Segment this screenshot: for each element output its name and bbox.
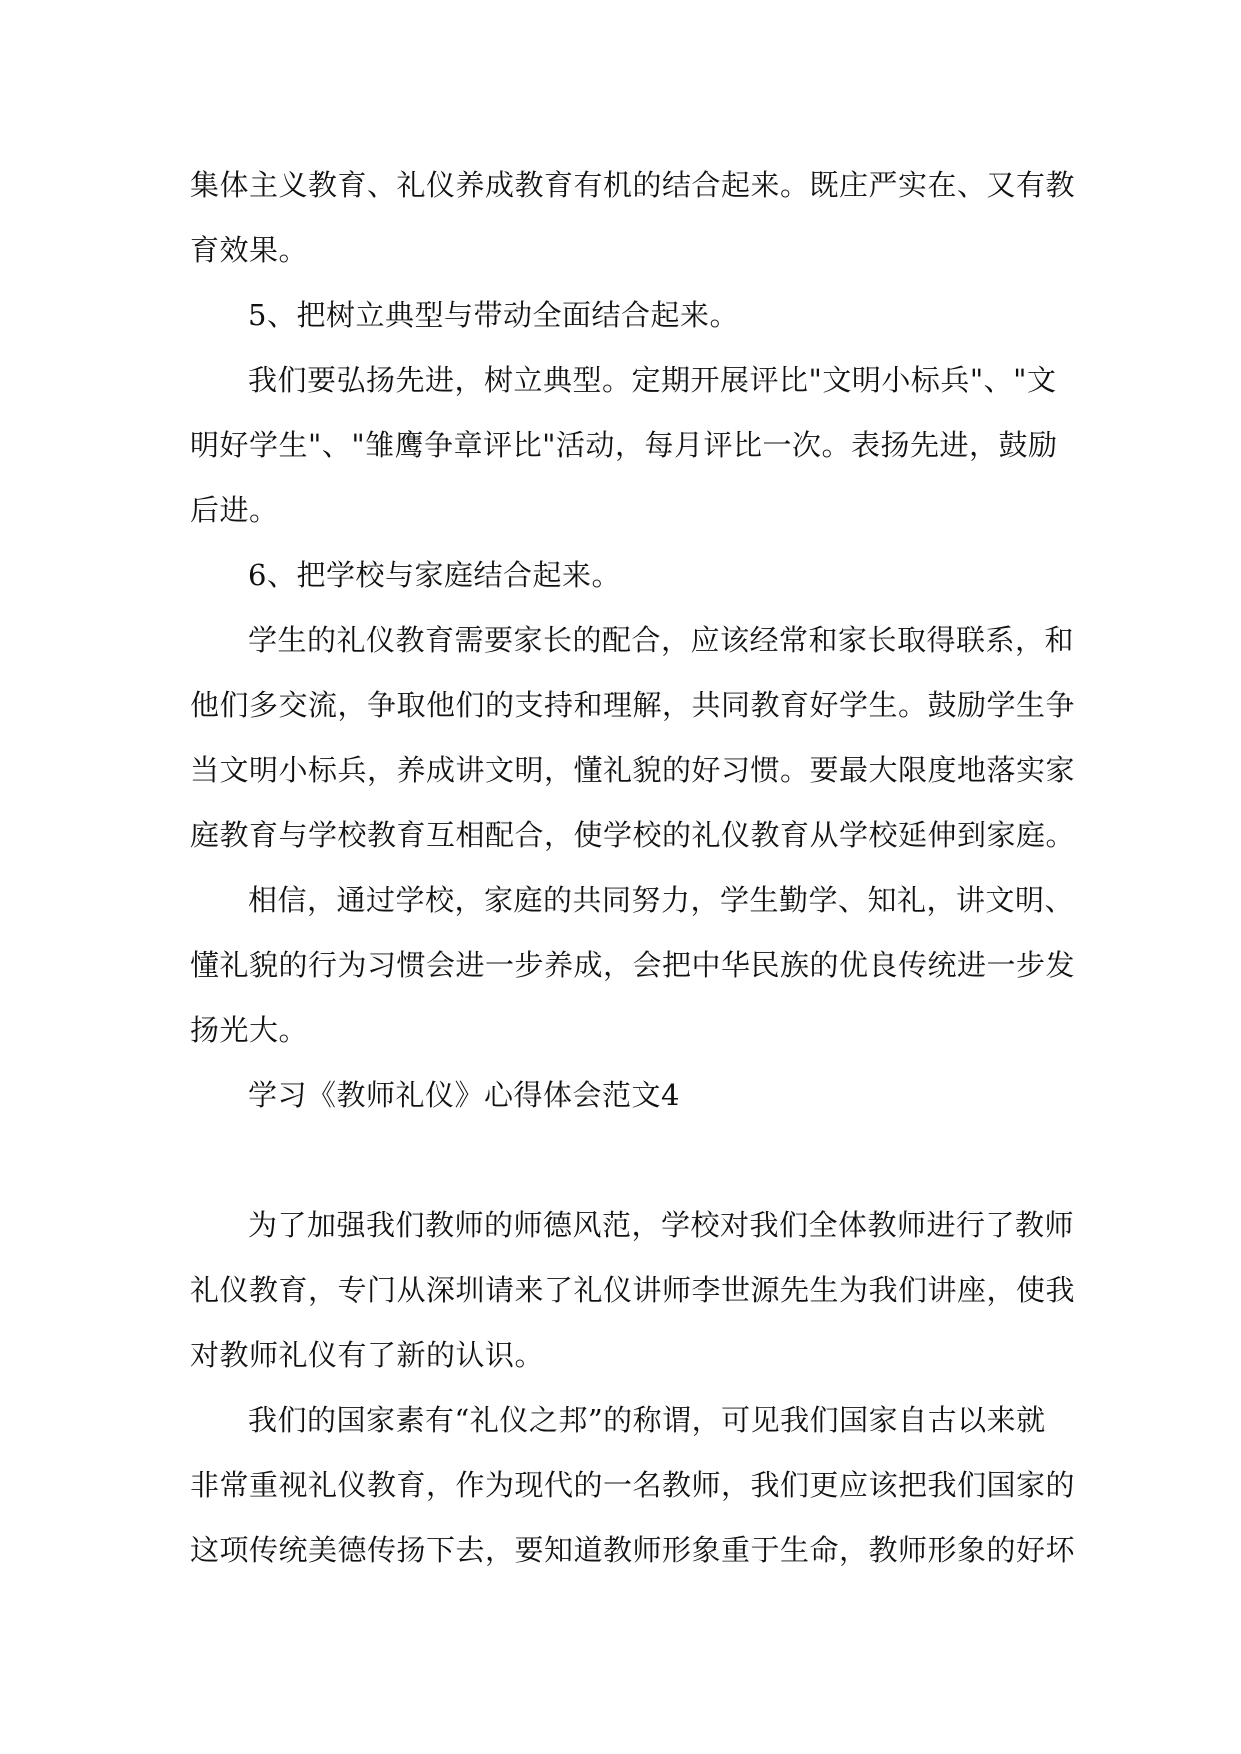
paragraph-line: 他们多交流，争取他们的支持和理解，共同教育好学生。鼓励学生争 <box>190 688 1076 722</box>
paragraph-line: 为了加强我们教师的师德风范，学校对我们全体教师进行了教师 <box>248 1208 1075 1242</box>
section-heading: 5、把树立典型与带动全面结合起来。 <box>248 298 739 332</box>
article-title: 学习《教师礼仪》心得体会范文4 <box>248 1078 680 1112</box>
paragraph-line: 我们要弘扬先进，树立典型。定期开展评比"文明小标兵"、"文 <box>248 363 1057 397</box>
section-heading: 6、把学校与家庭结合起来。 <box>248 558 621 592</box>
paragraph-line: 懂礼貌的行为习惯会进一步养成，会把中华民族的优良传统进一步发 <box>190 948 1076 982</box>
paragraph-line: 礼仪教育，专门从深圳请来了礼仪讲师李世源先生为我们讲座，使我 <box>190 1273 1076 1307</box>
paragraph-line: 庭教育与学校教育互相配合，使学校的礼仪教育从学校延伸到家庭。 <box>190 818 1076 852</box>
paragraph-line: 明好学生"、"雏鹰争章评比"活动，每月评比一次。表扬先进，鼓励 <box>190 428 1058 462</box>
paragraph-line: 这项传统美德传扬下去，要知道教师形象重于生命，教师形象的好坏 <box>190 1533 1076 1567</box>
paragraph-line: 扬光大。 <box>190 1013 309 1047</box>
paragraph-line: 育效果。 <box>190 233 309 267</box>
paragraph-line: 后进。 <box>190 493 279 527</box>
paragraph-line: 学生的礼仪教育需要家长的配合，应该经常和家长取得联系，和 <box>248 623 1075 657</box>
paragraph-line: 集体主义教育、礼仪养成教育有机的结合起来。既庄严实在、又有教 <box>190 168 1076 202</box>
paragraph-line: 相信，通过学校，家庭的共同努力，学生勤学、知礼，讲文明、 <box>248 883 1075 917</box>
paragraph-line: 对教师礼仪有了新的认识。 <box>190 1338 545 1372</box>
paragraph-line: 当文明小标兵，养成讲文明，懂礼貌的好习惯。要最大限度地落实家 <box>190 753 1076 787</box>
paragraph-line: 我们的国家素有“礼仪之邦”的称谓，可见我们国家自古以来就 <box>248 1403 1046 1437</box>
paragraph-line: 非常重视礼仪教育，作为现代的一名教师，我们更应该把我们国家的 <box>190 1468 1076 1502</box>
